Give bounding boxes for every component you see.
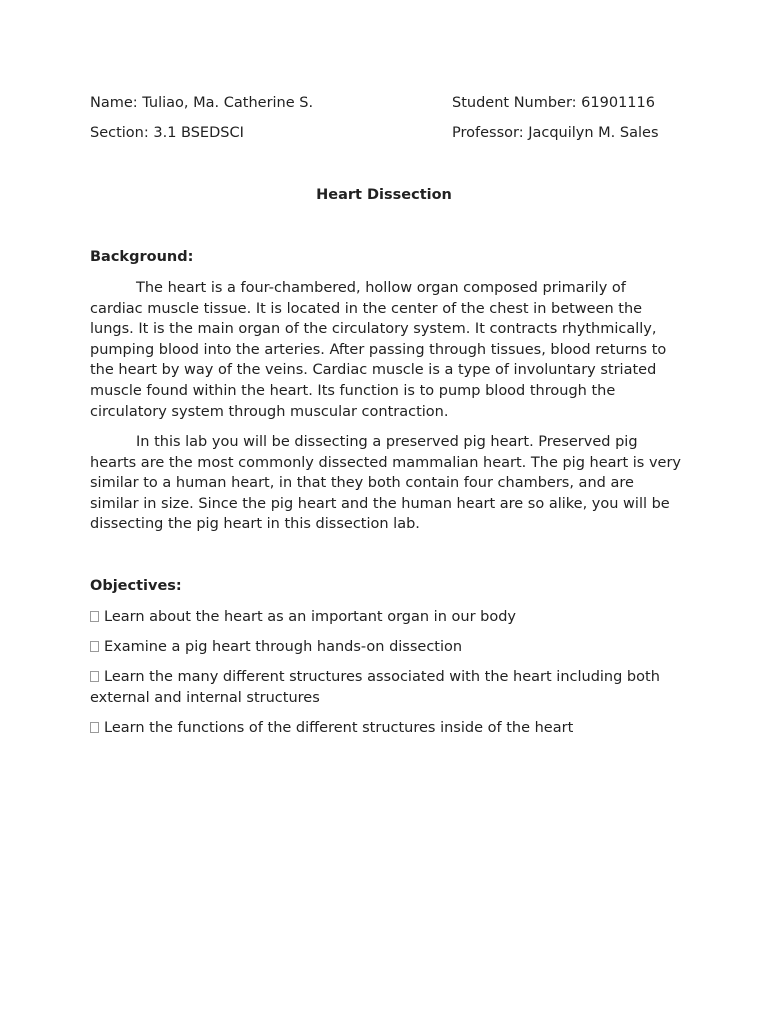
header-row-2: [90, 123, 690, 143]
objective-text: Examine a pig heart through hands-on dissection: [104, 639, 463, 656]
objective-text: Learn the many different structures associated with the heart including both external and internal structures: [90, 669, 660, 706]
document-title: Heart Dissection: [316, 187, 452, 203]
section: Section: 3.1 BSEDSCI: [90, 125, 244, 141]
objective-text: Learn about the heart as an important organ in our body: [104, 609, 517, 625]
objectives-heading: Objectives:: [90, 578, 182, 594]
professor: Professor: Jacquilyn M. Sales: [452, 125, 659, 141]
checkbox-glyph-icon: [90, 722, 99, 733]
checkbox-glyph-icon: [90, 641, 99, 652]
list-item: [90, 667, 682, 708]
list-item: [90, 637, 682, 658]
header-row-1: [90, 93, 690, 113]
background-paragraph-1: The heart is a four-chambered, hollow organ composed primarily of cardiac muscle tissue. It is located in the center of the chest in between the lungs. It is the main organ of the circulatory system. It contracts rhythmically, pumping blood into the arteries. After passing through tissues, blood returns to the heart by way of the veins. Cardiac muscle is a type of involuntary striated muscle found within the heart. Its function is to pump blood through the circulatory system through muscular contraction.: [90, 280, 667, 420]
background-paragraph-2: In this lab you will be dissecting a preserved pig heart. Preserved pig hearts are the most commonly dissected mammalian heart. The pig heart is very similar to a human heart, in that they both contain four chambers, and are similar in size. Since the pig heart and the human heart are so alike, you will be dissecting the pig heart in this dissection lab.: [90, 434, 682, 533]
student-number: Student Number: 61901116: [452, 95, 655, 111]
checkbox-glyph-icon: [90, 611, 99, 622]
background-heading: Background:: [90, 249, 194, 265]
objective-text: Learn the functions of the different structures inside of the heart: [104, 719, 574, 736]
checkbox-glyph-icon: [90, 671, 99, 682]
student-name: Name: Tuliao, Ma. Catherine S.: [90, 95, 314, 111]
list-item: [90, 718, 682, 739]
list-item: [90, 607, 682, 628]
objectives-list: [90, 607, 682, 748]
